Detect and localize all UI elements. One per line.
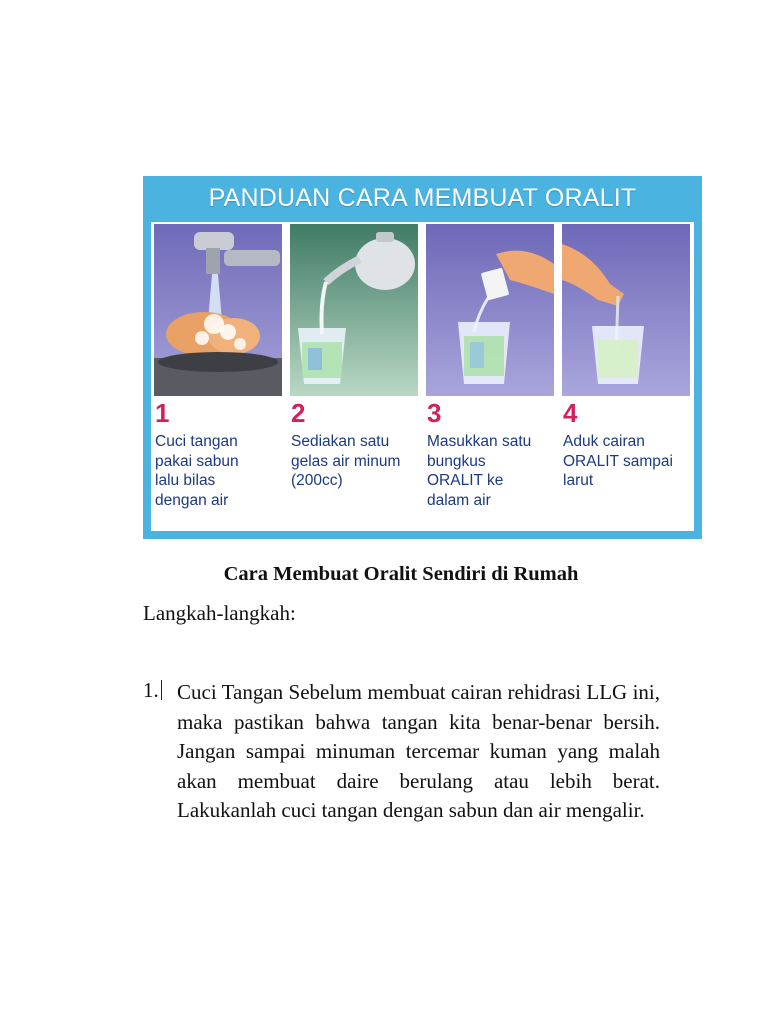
- step-3-number: 3: [427, 398, 442, 428]
- list-item-text: Cuci Tangan Sebelum membuat cairan rehidrasi LLG ini, maka pastikan bahwa tangan kita benar-benar bersih. Jangan sampai minuman tercemar kuman yang malah akan membuat daire berulang atau lebih berat. Lakukanlah cuci tangan dengan sabun dan air mengalir.: [177, 680, 660, 822]
- step-2-text: Sediakan satu gelas air minum (200cc): [291, 433, 401, 489]
- poster-title: PANDUAN CARA MEMBUAT ORALIT: [208, 184, 637, 212]
- list-item-number: 1.: [143, 678, 167, 703]
- step-2-image-kettle-pouring: [290, 224, 418, 396]
- step-4-text: Aduk cairan ORALIT sampai larut: [563, 433, 673, 489]
- step-4-number: 4: [563, 398, 578, 428]
- step-3-image-adding-sachet: [426, 224, 554, 396]
- step-3-text: Masukkan satu bungkus ORALIT ke dalam air: [427, 433, 532, 509]
- step-1-number: 1: [155, 398, 170, 428]
- steps-heading: Langkah-langkah:: [143, 601, 296, 625]
- oralit-guide-poster: [143, 176, 702, 539]
- document-title: Cara Membuat Oralit Sendiri di Rumah: [223, 563, 579, 585]
- step-1-text: Cuci tangan pakai sabun lalu bilas dengan air: [155, 433, 239, 509]
- step-4-image-stirring: [562, 224, 690, 396]
- poster-steps-panel: [151, 222, 694, 531]
- step-1-image-handwashing: [154, 224, 282, 396]
- text-cursor: [161, 680, 162, 700]
- step-2-number: 2: [291, 398, 306, 428]
